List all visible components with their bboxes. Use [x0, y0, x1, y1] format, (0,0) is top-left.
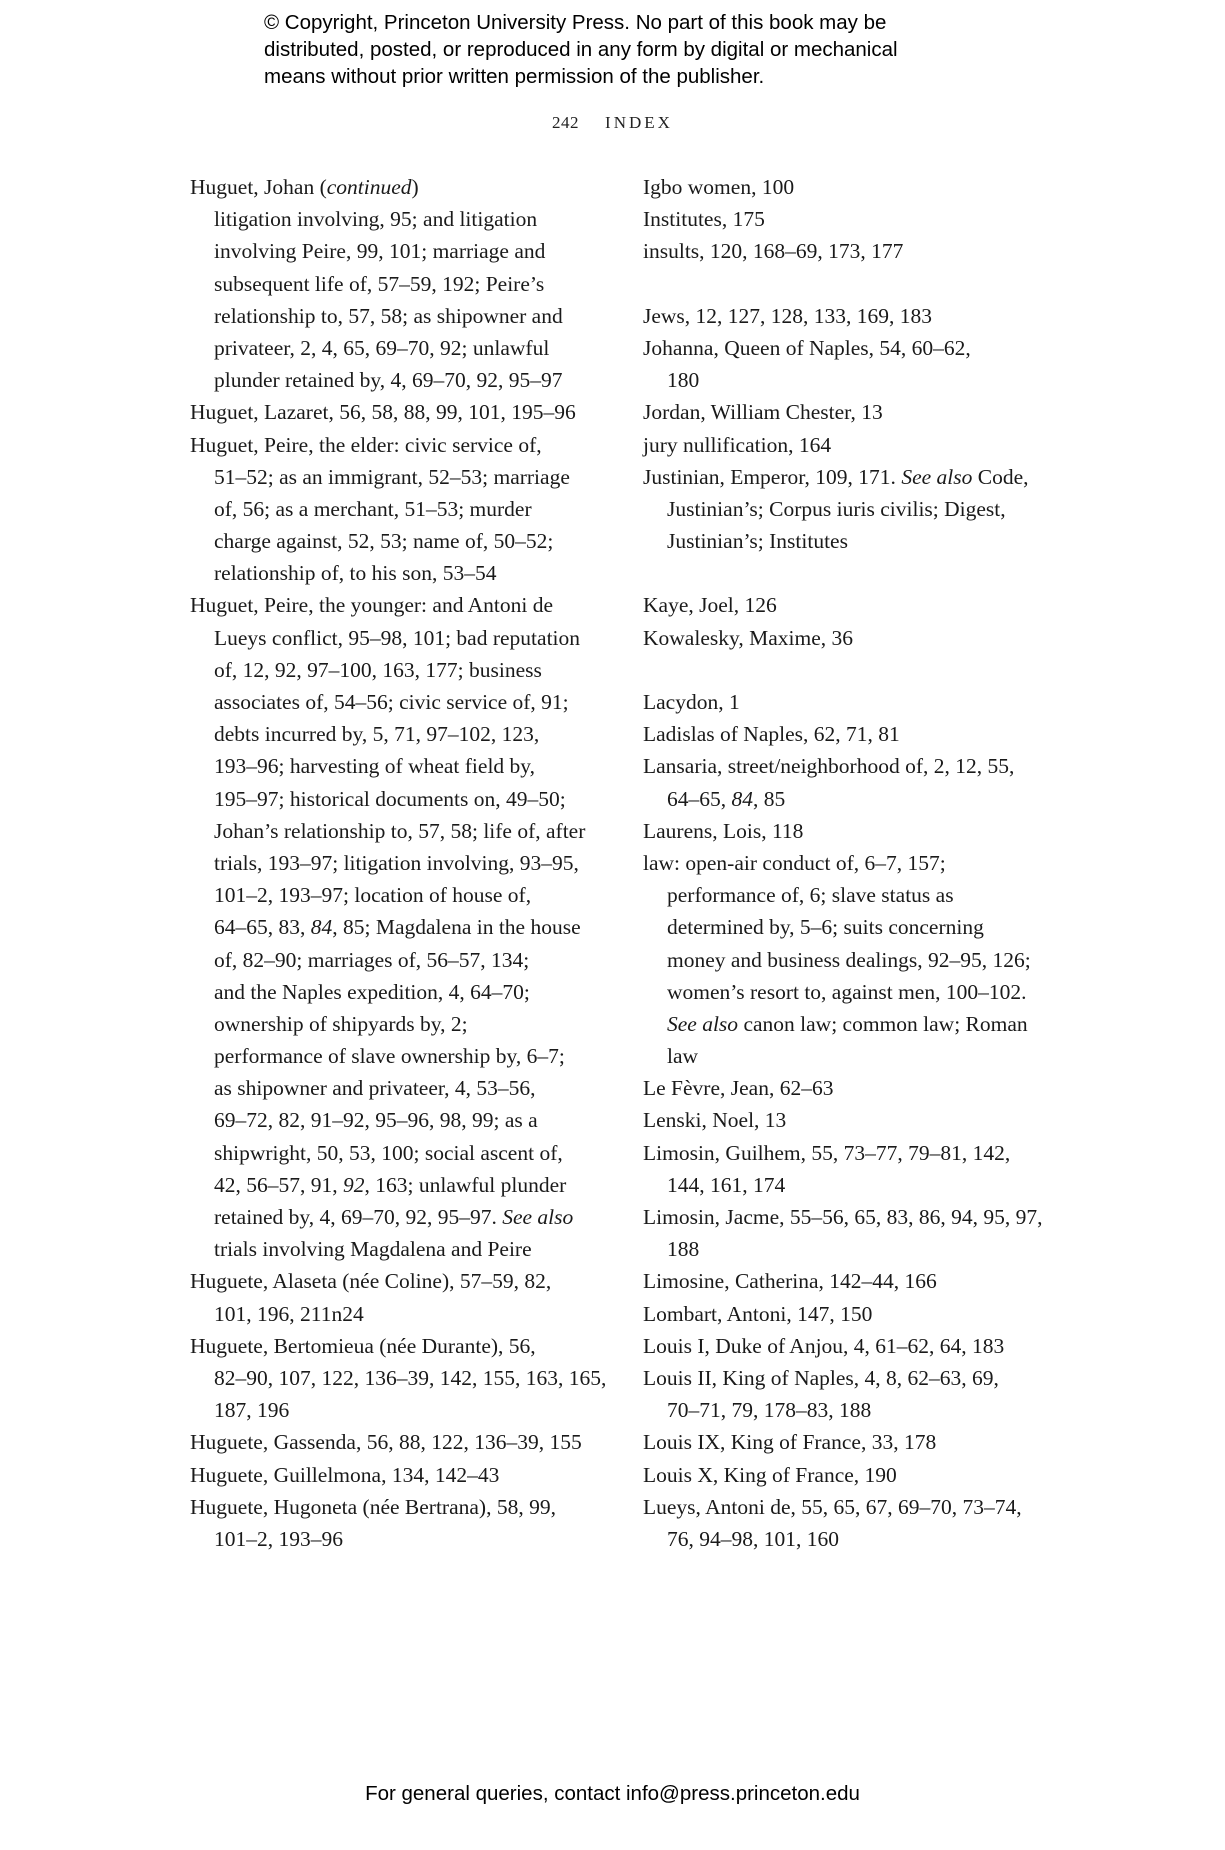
footer-contact: For general queries, contact info@press.princeton.edu — [365, 1782, 860, 1805]
entry-text: of, 56; as a merchant, 51–53; murder — [214, 496, 532, 521]
entry-continuation-line — [643, 525, 1073, 557]
entry-text: Lueys conflict, 95–98, 101; bad reputation — [214, 625, 581, 650]
entry-text: Lombart, Antoni, 147, 150 — [643, 1301, 873, 1326]
entry-continuation-line — [190, 783, 610, 815]
page-number: 242 — [552, 113, 580, 132]
index-entry — [643, 1298, 1073, 1330]
entry-continuation-line — [190, 654, 610, 686]
entry-text: 195–97; historical documents on, 49–50; — [214, 786, 566, 811]
entry-heading-line — [643, 718, 1073, 750]
entry-text: Louis IX, King of France, 33, 178 — [643, 1430, 937, 1455]
index-entry — [643, 1072, 1073, 1104]
entry-text: canon law; common law; Roman — [738, 1011, 1028, 1036]
entry-text: shipwright, 50, 53, 100; social ascent of, — [214, 1140, 563, 1165]
entry-continuation-line — [643, 879, 1073, 911]
letter-group-gap — [643, 268, 1073, 300]
entry-continuation-line — [190, 1201, 610, 1233]
entry-text: involving Peire, 99, 101; marriage and — [214, 239, 546, 264]
letter-group-gap — [643, 654, 1073, 686]
entry-continuation-line — [190, 1394, 610, 1426]
entry-heading-line — [643, 396, 1073, 428]
entry-text: trials, 193–97; litigation involving, 93–95, — [214, 850, 579, 875]
entry-text: 64–65, — [667, 786, 732, 811]
entry-text: trials involving Magdalena and Peire — [214, 1237, 532, 1262]
entry-continuation-line — [643, 1523, 1073, 1555]
entry-text: as shipowner and privateer, 4, 53–56, — [214, 1076, 536, 1101]
entry-heading-line — [643, 461, 1073, 493]
running-head — [0, 113, 1225, 133]
entry-heading-line — [643, 429, 1073, 461]
entry-text: Huguete, Hugoneta (née Bertrana), 58, 99, — [190, 1494, 556, 1519]
entry-continuation-line — [643, 1040, 1073, 1072]
entry-text: insults, 120, 168–69, 173, 177 — [643, 239, 904, 264]
index-entry — [643, 429, 1073, 461]
entry-text: 188 — [667, 1237, 700, 1262]
entry-heading-line — [190, 1426, 610, 1458]
index-entry — [643, 300, 1073, 332]
index-entry — [643, 1137, 1073, 1201]
entry-heading-line — [643, 1491, 1073, 1523]
entry-heading-line — [643, 622, 1073, 654]
index-entry — [643, 332, 1073, 396]
italic-text: See also — [667, 1011, 739, 1036]
entry-text: 144, 161, 174 — [667, 1172, 786, 1197]
entry-continuation-line — [190, 364, 610, 396]
entry-heading-line — [643, 847, 1073, 879]
entry-text: 70–71, 79, 178–83, 188 — [667, 1398, 872, 1423]
entry-text: ) — [411, 175, 419, 199]
entry-continuation-line — [190, 1298, 610, 1330]
index-entry — [643, 1330, 1073, 1362]
entry-text: Kaye, Joel, 126 — [643, 593, 777, 618]
italic-text: 84 — [731, 786, 753, 811]
entry-text: Limosin, Guilhem, 55, 73–77, 79–81, 142, — [643, 1140, 1011, 1165]
entry-heading-line — [643, 1426, 1073, 1458]
index-entry — [643, 815, 1073, 847]
entry-text: jury nullification, 164 — [643, 432, 832, 457]
index-entry — [643, 1491, 1073, 1555]
index-column-right — [643, 171, 1073, 1555]
entry-continuation-line — [190, 847, 610, 879]
letter-group-gap — [643, 557, 1073, 589]
entry-text: 76, 94–98, 101, 160 — [667, 1526, 839, 1551]
entry-continuation-line — [643, 783, 1073, 815]
entry-continuation-line — [190, 622, 610, 654]
index-entry — [190, 171, 610, 396]
entry-continuation-line — [190, 493, 610, 525]
entry-continuation-line — [190, 1072, 610, 1104]
entry-text: plunder retained by, 4, 69–70, 92, 95–97 — [214, 368, 563, 393]
entry-text: 193–96; harvesting of wheat field by, — [214, 754, 536, 779]
entry-continuation-line — [190, 332, 610, 364]
index-entry — [190, 1491, 610, 1555]
entry-text: Limosine, Catherina, 142–44, 166 — [643, 1269, 937, 1294]
index-entry — [643, 1362, 1073, 1426]
entry-text: charge against, 52, 53; name of, 50–52; — [214, 529, 554, 554]
entry-text: Limosin, Jacme, 55–56, 65, 83, 86, 94, 95, 97, — [643, 1205, 1043, 1229]
index-entry — [643, 461, 1073, 558]
entry-continuation-line — [190, 1233, 610, 1265]
index-entry — [643, 718, 1073, 750]
entry-text: Johanna, Queen of Naples, 54, 60–62, — [643, 335, 971, 360]
entry-text: Lacydon, 1 — [643, 690, 740, 714]
entry-text: 101–2, 193–96 — [214, 1526, 343, 1551]
entry-continuation-line — [190, 268, 610, 300]
entry-heading-line — [643, 203, 1073, 235]
entry-text: Laurens, Lois, 118 — [643, 818, 804, 843]
entry-text: women’s resort to, against men, 100–102. — [667, 979, 1027, 1004]
entry-text: and the Naples expedition, 4, 64–70; — [214, 979, 530, 1004]
entry-text: litigation involving, 95; and litigation — [214, 207, 538, 232]
entry-text: , 85; Magdalena in the house — [332, 915, 581, 940]
entry-continuation-line — [190, 525, 610, 557]
index-entry — [643, 686, 1073, 718]
entry-text: ownership of shipyards by, 2; — [214, 1011, 468, 1036]
entry-text: law — [667, 1044, 699, 1069]
entry-text: Johan’s relationship to, 57, 58; life of, after — [214, 818, 586, 843]
index-entry — [643, 1201, 1073, 1265]
entry-text: 180 — [667, 368, 700, 393]
entry-text: Lueys, Antoni de, 55, 65, 67, 69–70, 73–74, — [643, 1494, 1022, 1519]
entry-heading-line — [190, 396, 610, 428]
entry-continuation-line — [190, 976, 610, 1008]
entry-text: , 163; unlawful plunder — [364, 1172, 567, 1197]
entry-text: Huguet, Peire, the younger: and Antoni de — [190, 593, 554, 618]
entry-text: 101, 196, 211n24 — [214, 1301, 364, 1326]
italic-text: See also — [901, 464, 973, 489]
entry-text: Le Fèvre, Jean, 62–63 — [643, 1076, 834, 1101]
index-entry — [643, 750, 1073, 814]
entry-continuation-line — [190, 815, 610, 847]
entry-continuation-line — [190, 879, 610, 911]
index-entry — [190, 1459, 610, 1491]
index-entry — [190, 429, 610, 590]
entry-heading-line — [190, 1330, 610, 1362]
index-entry — [190, 1330, 610, 1427]
entry-text: Institutes, 175 — [643, 207, 765, 232]
entry-continuation-line — [190, 235, 610, 267]
entry-text: Lenski, Noel, 13 — [643, 1108, 787, 1133]
entry-text: Kowalesky, Maxime, 36 — [643, 625, 853, 650]
entry-heading-line — [190, 589, 610, 621]
entry-heading-line — [643, 750, 1073, 782]
entry-text: subsequent life of, 57–59, 192; Peire’s — [214, 271, 545, 296]
copyright-line: distributed, posted, or reproduced in any form by digital or mechanical — [264, 38, 898, 61]
entry-heading-line — [190, 1265, 610, 1297]
entry-continuation-line — [643, 976, 1073, 1008]
entry-heading-line — [643, 300, 1073, 332]
entry-continuation-line — [190, 1362, 610, 1394]
entry-text: Igbo women, 100 — [643, 175, 795, 199]
entry-text: Lansaria, street/neighborhood of, 2, 12, 55, — [643, 754, 1015, 779]
index-entry — [643, 396, 1073, 428]
entry-text: 42, 56–57, 91, — [214, 1172, 343, 1197]
entry-continuation-line — [190, 1040, 610, 1072]
entry-text: Justinian’s; Corpus iuris civilis; Digest, — [667, 496, 1006, 521]
entry-text: Code, — [972, 464, 1029, 489]
entry-continuation-line — [190, 1008, 610, 1040]
entry-text: privateer, 2, 4, 65, 69–70, 92; unlawful — [214, 335, 550, 360]
italic-text: 84 — [310, 915, 333, 940]
index-entry — [190, 589, 610, 1265]
index-entry — [643, 171, 1073, 203]
entry-continuation-line — [190, 944, 610, 976]
entry-heading-line — [643, 1137, 1073, 1169]
entry-heading-line — [643, 1298, 1073, 1330]
entry-text: 187, 196 — [214, 1398, 290, 1423]
entry-text: Louis II, King of Naples, 4, 8, 62–63, 69, — [643, 1365, 999, 1390]
entry-continuation-line — [190, 750, 610, 782]
entry-heading-line — [643, 815, 1073, 847]
entry-continuation-line — [190, 1104, 610, 1136]
entry-continuation-line — [190, 718, 610, 750]
entry-continuation-line — [190, 203, 610, 235]
entry-text: relationship to, 57, 58; as shipowner and — [214, 303, 563, 328]
entry-heading-line — [643, 1072, 1073, 1104]
index-entry — [643, 1426, 1073, 1458]
entry-heading-line — [643, 1330, 1073, 1362]
entry-text: of, 82–90; marriages of, 56–57, 134; — [214, 947, 530, 972]
copyright-notice — [264, 9, 898, 90]
entry-heading-line — [190, 429, 610, 461]
entry-text: debts incurred by, 5, 71, 97–102, 123, — [214, 722, 540, 747]
entry-text: associates of, 54–56; civic service of, 91; — [214, 690, 569, 714]
entry-text: retained by, 4, 69–70, 92, 95–97. — [214, 1205, 503, 1229]
entry-heading-line — [643, 1201, 1073, 1233]
copyright-line: means without prior written permission of the publisher. — [264, 65, 765, 88]
entry-heading-line — [643, 332, 1073, 364]
entry-text: Justinian, Emperor, 109, 171. — [643, 464, 902, 489]
entry-continuation-line — [190, 1523, 610, 1555]
index-entry — [643, 1104, 1073, 1136]
section-title: INDEX — [605, 113, 673, 132]
entry-text: Huguet, Lazaret, 56, 58, 88, 99, 101, 195–96 — [190, 400, 576, 425]
index-entry — [643, 235, 1073, 267]
entry-heading-line — [643, 686, 1073, 718]
entry-continuation-line — [643, 1233, 1073, 1265]
entry-continuation-line — [190, 1169, 610, 1201]
entry-text: money and business dealings, 92–95, 126; — [667, 947, 1031, 972]
entry-continuation-line — [190, 1137, 610, 1169]
entry-continuation-line — [643, 911, 1073, 943]
entry-text: Louis I, Duke of Anjou, 4, 61–62, 64, 183 — [643, 1333, 1005, 1358]
entry-text: Huguet, Peire, the elder: civic service of, — [190, 432, 542, 457]
entry-continuation-line — [190, 461, 610, 493]
entry-continuation-line — [190, 557, 610, 589]
italic-text: continued — [326, 175, 412, 199]
entry-text: 82–90, 107, 122, 136–39, 142, 155, 163, 165, — [214, 1365, 607, 1390]
index-column-left — [190, 171, 610, 1555]
entry-continuation-line — [643, 364, 1073, 396]
copyright-line: © Copyright, Princeton University Press. No part of this book may be — [264, 11, 887, 34]
index-entry — [190, 396, 610, 428]
entry-text: 51–52; as an immigrant, 52–53; marriage — [214, 464, 570, 489]
entry-text: determined by, 5–6; suits concerning — [667, 915, 984, 940]
entry-heading-line — [643, 1104, 1073, 1136]
italic-text: 92 — [343, 1172, 365, 1197]
entry-text: Huguet, Johan ( — [190, 175, 327, 199]
entry-heading-line — [643, 589, 1073, 621]
entry-continuation-line — [643, 1394, 1073, 1426]
entry-continuation-line — [643, 493, 1073, 525]
entry-text: Ladislas of Naples, 62, 71, 81 — [643, 722, 900, 747]
entry-continuation-line — [643, 944, 1073, 976]
entry-text: of, 12, 92, 97–100, 163, 177; business — [214, 657, 542, 682]
entry-heading-line — [643, 1362, 1073, 1394]
entry-text: 64–65, 83, — [214, 915, 311, 940]
index-entry — [190, 1426, 610, 1458]
entry-heading-line — [190, 1459, 610, 1491]
entry-continuation-line — [190, 300, 610, 332]
entry-text: Jews, 12, 127, 128, 133, 169, 183 — [643, 303, 933, 328]
entry-text: Jordan, William Chester, 13 — [643, 400, 883, 425]
entry-text: Huguete, Gassenda, 56, 88, 122, 136–39, 155 — [190, 1430, 582, 1455]
index-entry — [643, 203, 1073, 235]
entry-continuation-line — [643, 1008, 1073, 1040]
entry-text: Louis X, King of France, 190 — [643, 1462, 897, 1487]
index-entry — [643, 589, 1073, 621]
entry-text: relationship of, to his son, 53–54 — [214, 561, 497, 586]
entry-heading-line — [643, 171, 1073, 203]
entry-text: , 85 — [753, 786, 786, 811]
index-entry — [643, 1265, 1073, 1297]
entry-text: Huguete, Alaseta (née Coline), 57–59, 82, — [190, 1269, 552, 1294]
entry-continuation-line — [190, 686, 610, 718]
entry-text: Huguete, Guillelmona, 134, 142–43 — [190, 1462, 500, 1487]
index-entry — [190, 1265, 610, 1329]
entry-text: 69–72, 82, 91–92, 95–96, 98, 99; as a — [214, 1108, 538, 1133]
entry-heading-line — [190, 1491, 610, 1523]
entry-text: Huguete, Bertomieua (née Durante), 56, — [190, 1333, 536, 1358]
index-entry — [643, 1459, 1073, 1491]
entry-text: 101–2, 193–97; location of house of, — [214, 883, 532, 908]
entry-text: performance of slave ownership by, 6–7; — [214, 1044, 565, 1069]
index-entry — [643, 622, 1073, 654]
entry-continuation-line — [190, 911, 610, 943]
entry-heading-line — [643, 235, 1073, 267]
entry-text: law: open-air conduct of, 6–7, 157; — [643, 850, 946, 875]
italic-text: See also — [502, 1205, 574, 1229]
entry-heading-line — [643, 1265, 1073, 1297]
index-entry — [643, 847, 1073, 1072]
entry-heading-line — [190, 171, 610, 203]
entry-continuation-line — [643, 1169, 1073, 1201]
entry-heading-line — [643, 1459, 1073, 1491]
entry-text: Justinian’s; Institutes — [667, 529, 848, 554]
entry-text: performance of, 6; slave status as — [667, 883, 954, 908]
